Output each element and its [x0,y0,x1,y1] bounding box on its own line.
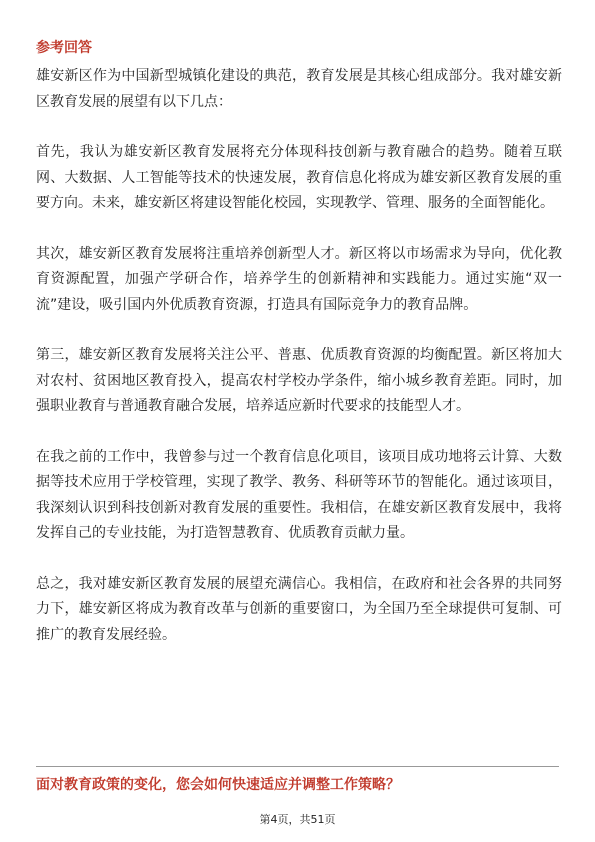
paragraph-second: 其次，雄安新区教育发展将注重培养创新型人才。新区将以市场需求为导向，优化教育资源配置，加强产学研合作，培养学生的创新精神和实践能力。通过实施“双一流”建设，吸引国内外优质教育资源，打造具有国际竞争力的教育品牌。 [36,245,562,313]
paragraph-conclusion: 总之，我对雄安新区教育发展的展望充满信心。我相信，在政府和社会各界的共同努力下，雄安新区将成为教育改革与创新的重要窗口，为全国乃至全球提供可复制、可推广的教育发展经验。 [36,575,562,643]
page-footer: 第4页，共51页 [259,813,336,826]
paragraph-intro: 雄安新区作为中国新型城镇化建设的典范，教育发展是其核心组成部分。我对雄安新区教育发展的展望有以下几点： [36,68,562,110]
paragraph-third: 第三，雄安新区教育发展将关注公平、普惠、优质教育资源的均衡配置。新区将加大对农村、贫困地区教育投入，提高农村学校办学条件，缩小城乡教育差距。同时，加强职业教育与普通教育融合发展，培养适应新时代要求的技能型人才。 [36,347,562,414]
answer-heading: 参考回答 [36,40,92,56]
paragraph-experience: 在我之前的工作中，我曾参与过一个教育信息化项目，该项目成功地将云计算、大数据等技术应用于学校管理，实现了教学、教务、科研等环节的智能化。通过该项目，我深刻认识到科技创新对教育发展的重要性。我相信，在雄安新区教育发展中，我将发挥自己的专业技能，为打造智慧教育、优质教育贡献力量。 [36,448,562,541]
next-question: 面对教育政策的变化，您会如何快速适应并调整工作策略？ [36,777,400,793]
section-divider [36,766,559,767]
paragraph-first: 首先，我认为雄安新区教育发展将充分体现科技创新与教育融合的趋势。随着互联网、大数据、人工智能等技术的快速发展，教育信息化将成为雄安新区教育发展的重要方向。未来，雄安新区将建设智能化校园，实现教学、管理、服务的全面智能化。 [36,144,562,211]
page-content [36,38,562,673]
